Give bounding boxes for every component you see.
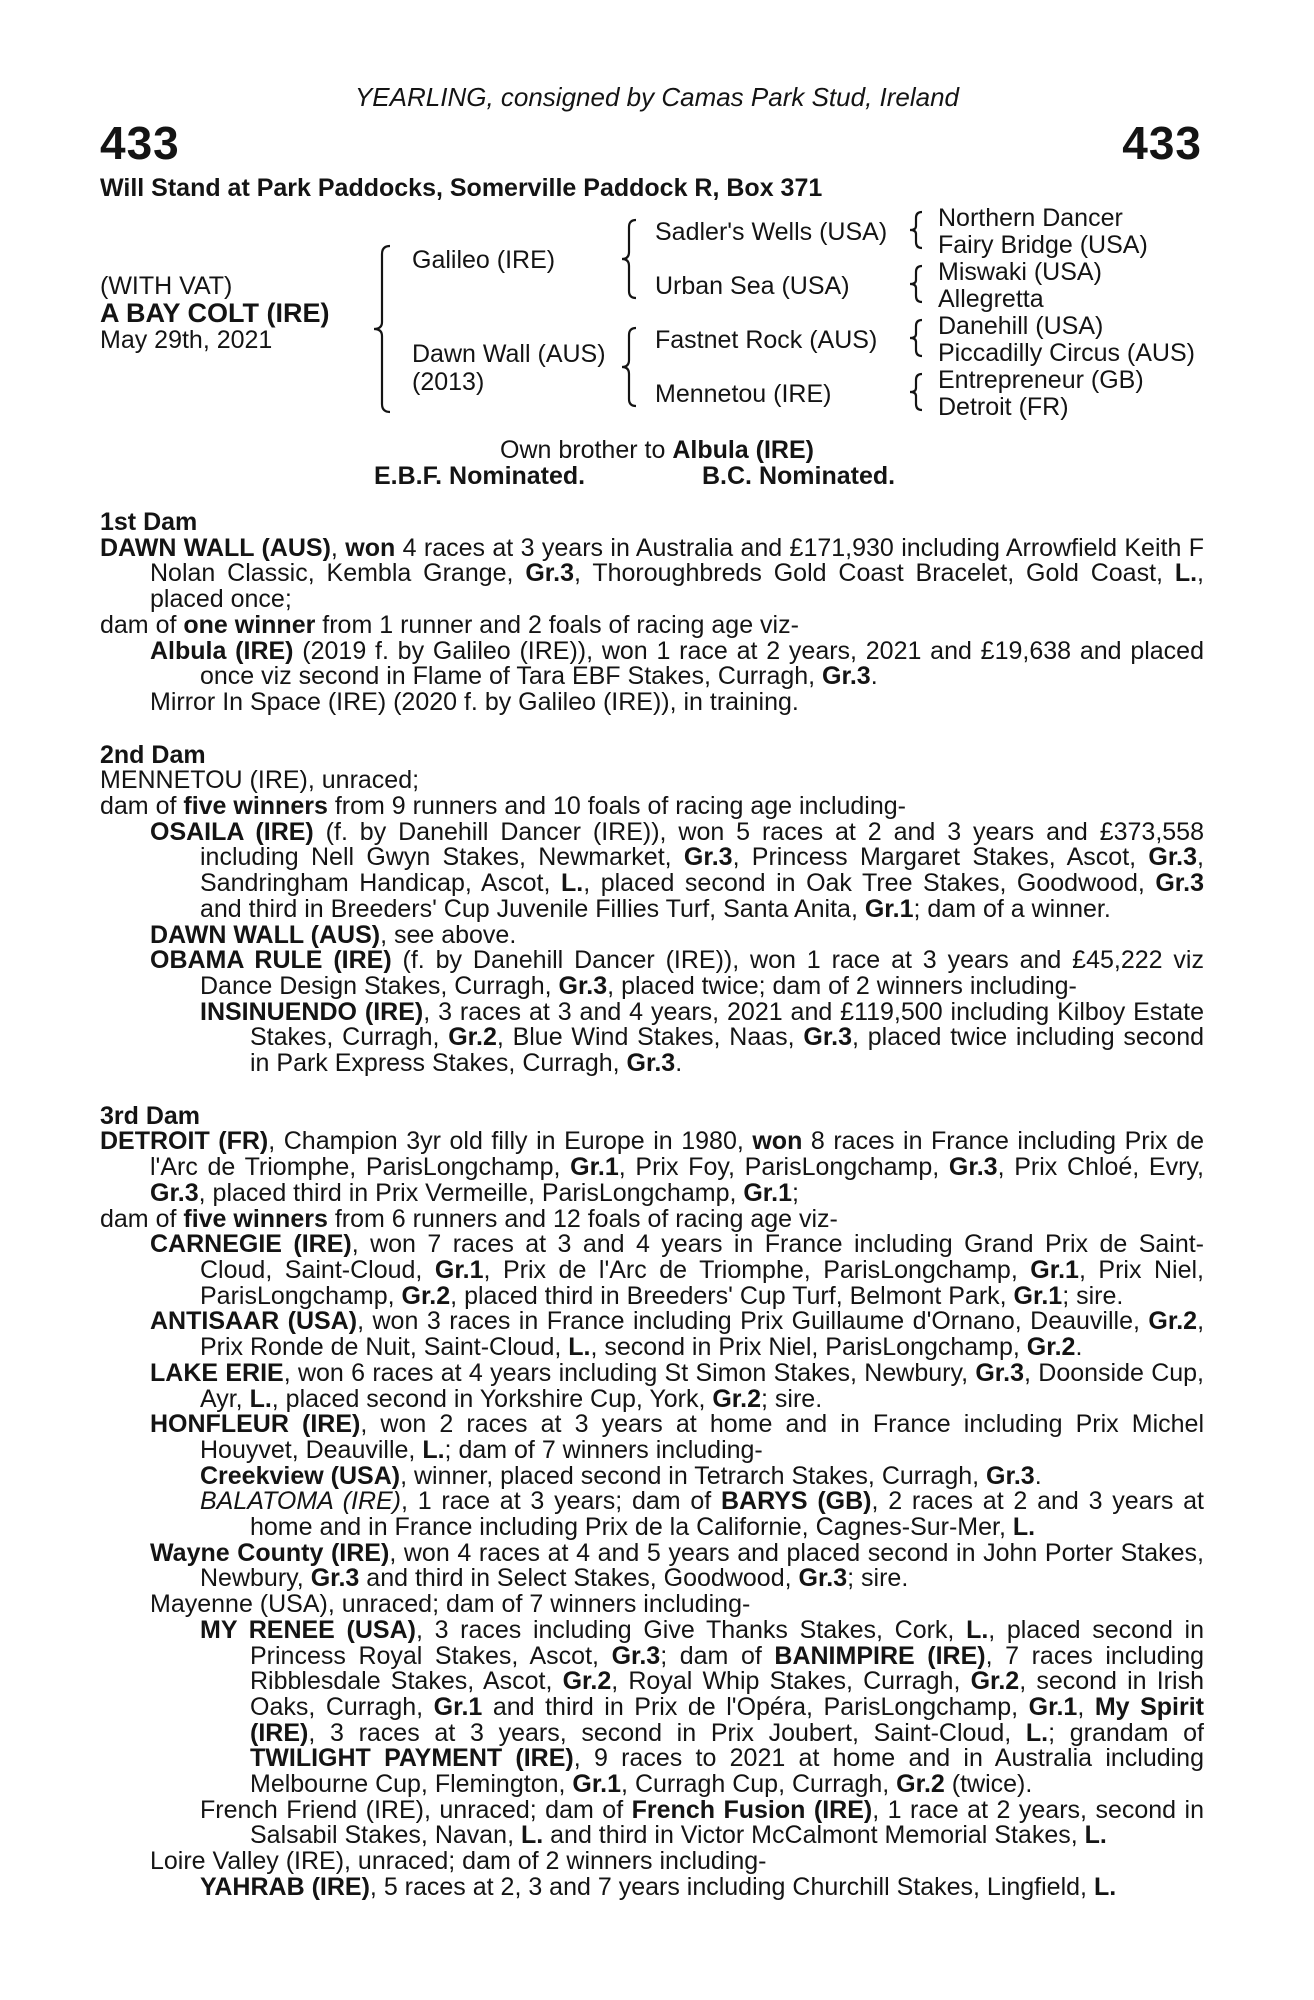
produce-entry: HONFLEUR (IRE), won 2 races at 3 years at home and in France including Prix Michel Houyvet, Deauville, L.; dam of 7 winners including- bbox=[150, 1410, 1205, 1464]
lot-number-left: 433 bbox=[100, 117, 180, 169]
bc-nomination: B.C. Nominated. bbox=[702, 462, 896, 490]
produce-entry: French Friend (IRE), unraced; dam of French Fusion (IRE), 1 race at 2 years, second in Salsabil Stakes, Navan, L. and third in Victor McCalmont Memorial Stakes, L. bbox=[200, 1795, 1205, 1850]
pedigree-dam: Dawn Wall (AUS) bbox=[412, 340, 606, 368]
pedigree-dam-dam: Mennetou (IRE) bbox=[655, 380, 832, 408]
produce-entry: ANTISAAR (USA), won 3 races in France including Prix Guillaume d'Ornano, Deauville, Gr.2, Prix Ronde de Nuit, Saint-Cloud, L., second in Prix Niel, ParisLongchamp, Gr.2. bbox=[150, 1307, 1205, 1362]
produce-summary: dam of one winner from 1 runner and 2 foals of racing age viz- bbox=[100, 610, 799, 639]
lot-number-right: 433 bbox=[1122, 117, 1202, 169]
pedigree-bracket-ds bbox=[908, 318, 924, 358]
pedigree-bracket-main bbox=[372, 244, 392, 414]
pedigree-g3-7: Entrepreneur (GB) bbox=[938, 366, 1144, 394]
catalogue-subtitle: YEARLING, consigned by Camas Park Stud, Ireland bbox=[354, 82, 960, 112]
horse-name: A BAY COLT (IRE) bbox=[100, 298, 330, 328]
produce-entry: Mayenne (USA), unraced; dam of 7 winners including- bbox=[150, 1590, 751, 1619]
produce-entry: Mirror In Space (IRE) (2020 f. by Galileo (IRE)), in training. bbox=[150, 687, 799, 716]
catalogue-body bbox=[100, 510, 1204, 1901]
foaling-date: May 29th, 2021 bbox=[100, 326, 273, 354]
dam-record: MENNETOU (IRE), unraced; bbox=[100, 766, 420, 795]
stable-location: Will Stand at Park Paddocks, Somerville Paddock R, Box 371 bbox=[100, 174, 823, 202]
pedigree-dam-sire: Fastnet Rock (AUS) bbox=[655, 326, 878, 354]
produce-entry: Wayne County (IRE), won 4 races at 4 and 5 years and placed second in John Porter Stakes, Newbury, Gr.3 and third in Select Stakes, Goodwood, Gr.3; sire. bbox=[150, 1538, 1205, 1593]
dam-record: DAWN WALL (AUS), won 4 races at 3 years in Australia and £171,930 including Arrowfield Keith F Nolan Classic, Kembla Grange, Gr.3, Thoroughbreds Gold Coast Bracelet, Gold Coast, L., placed once; bbox=[100, 533, 1204, 614]
dam-record: DETROIT (FR), Champion 3yr old filly in Europe in 1980, won 8 races in France including Prix de l'Arc de Triomphe, ParisLongchamp, Gr.1, Prix Foy, ParisLongchamp, Gr.3, Prix Chloé, Evry, Gr.3, placed third in Prix Vermeille, ParisLongchamp, Gr.1; bbox=[100, 1127, 1205, 1207]
produce-entry: BALATOMA (IRE), 1 race at 3 years; dam of BARYS (GB), 2 races at 2 and 3 years at home and in France including Prix de la Californie, Cagnes-Sur-Mer, L. bbox=[200, 1487, 1204, 1542]
produce-entry: DAWN WALL (AUS), see above. bbox=[150, 920, 517, 949]
produce-entry: OBAMA RULE (IRE) (f. by Danehill Dancer (IRE)), won 1 race at 3 years and £45,222 viz Dance Design Stakes, Curragh, Gr.3, placed twice; dam of 2 winners including- bbox=[150, 946, 1204, 1000]
vat-note: (WITH VAT) bbox=[100, 272, 233, 300]
pedigree-bracket-sire bbox=[620, 218, 638, 300]
produce-entry: OSAILA (IRE) (f. by Danehill Dancer (IRE)), won 5 races at 2 and 3 years and £373,558 including Nell Gwyn Stakes, Newmarket, Gr.3, Princess Margaret Stakes, Ascot, Gr.3, Sandringham Handicap, Ascot, L., placed second in Oak Tree Stakes, Goodwood, Gr.3 and third in Breeders' Cup Juvenile Fillies Turf, Santa Anita, Gr.1; dam of a winner. bbox=[150, 817, 1204, 923]
own-brother-note: Own brother to Albula (IRE) bbox=[500, 436, 814, 464]
pedigree-g3-5: Danehill (USA) bbox=[938, 312, 1104, 340]
pedigree-sire-sire: Sadler's Wells (USA) bbox=[655, 218, 888, 246]
section-heading-2nd-dam: 2nd Dam bbox=[100, 740, 206, 769]
pedigree-g3-6: Piccadilly Circus (AUS) bbox=[938, 339, 1195, 367]
own-brother-name: Albula (IRE) bbox=[672, 436, 814, 464]
produce-entry: YAHRAB (IRE), 5 races at 2, 3 and 7 years including Churchill Stakes, Lingfield, L. bbox=[200, 1872, 1117, 1901]
pedigree-sire: Galileo (IRE) bbox=[412, 246, 556, 274]
produce-entry: CARNEGIE (IRE), won 7 races at 3 and 4 years in France including Grand Prix de Saint-Cloud, Saint-Cloud, Gr.1, Prix de l'Arc de Triomphe, ParisLongchamp, Gr.1, Prix Niel, ParisLongchamp, Gr.2, placed third in Breeders' Cup Turf, Belmont Park, Gr.1; sire. bbox=[150, 1230, 1204, 1310]
pedigree-g3-4: Allegretta bbox=[938, 285, 1044, 313]
produce-summary: dam of five winners from 9 runners and 10 foals of racing age including- bbox=[100, 792, 906, 821]
produce-entry: Loire Valley (IRE), unraced; dam of 2 winners including- bbox=[150, 1847, 767, 1876]
pedigree-bracket-dd bbox=[908, 372, 924, 412]
pedigree-g3-1: Northern Dancer bbox=[938, 204, 1123, 232]
produce-entry: INSINUENDO (IRE), 3 races at 3 and 4 years, 2021 and £119,500 including Kilboy Estate Stakes, Curragh, Gr.2, Blue Wind Stakes, Naas, Gr.3, placed twice including second in Park Express Stakes, Curragh, Gr.3. bbox=[200, 997, 1205, 1078]
section-heading-3rd-dam: 3rd Dam bbox=[100, 1101, 201, 1130]
pedigree-bracket-sd bbox=[908, 264, 924, 304]
produce-entry: Creekview (USA), winner, placed second in Tetrarch Stakes, Curragh, Gr.3. bbox=[200, 1461, 1042, 1490]
produce-entry: Albula (IRE) (2019 f. by Galileo (IRE)), won 1 race at 2 years, 2021 and £19,638 and placed once viz second in Flame of Tara EBF Stakes, Curragh, Gr.3. bbox=[150, 636, 1204, 691]
pedigree-g3-3: Miswaki (USA) bbox=[938, 258, 1102, 286]
section-heading-1st-dam: 1st Dam bbox=[100, 508, 198, 536]
ebf-nomination: E.B.F. Nominated. bbox=[374, 462, 586, 490]
produce-entry: MY RENEE (USA), 3 races including Give Thanks Stakes, Cork, L., placed second in Princess Royal Stakes, Ascot, Gr.3; dam of BANIMPIRE (IRE), 7 races including Ribblesdale Stakes, Ascot, Gr.2, Royal Whip Stakes, Curragh, Gr.2, second in Irish Oaks, Curragh, Gr.1 and third in Prix de l'Opéra, ParisLongchamp, Gr.1, My Spirit (IRE), 3 races at 3 years, second in Prix Joubert, Saint-Cloud, L.; grandam of TWILIGHT PAYMENT (IRE), 9 races to 2021 at home and in Australia including Melbourne Cup, Flemington, Gr.1, Curragh Cup, Curragh, Gr.2 (twice). bbox=[200, 1615, 1204, 1799]
pedigree-bracket-ss bbox=[908, 210, 924, 250]
pedigree-g3-8: Detroit (FR) bbox=[938, 393, 1069, 421]
pedigree-g3-2: Fairy Bridge (USA) bbox=[938, 231, 1148, 259]
pedigree-bracket-dam bbox=[620, 326, 638, 408]
produce-entry: LAKE ERIE, won 6 races at 4 years including St Simon Stakes, Newbury, Gr.3, Doonside Cup, Ayr, L., placed second in Yorkshire Cup, York, Gr.2; sire. bbox=[150, 1358, 1205, 1413]
produce-summary: dam of five winners from 6 runners and 12 foals of racing age viz- bbox=[100, 1204, 838, 1233]
pedigree-dam-year: (2013) bbox=[412, 368, 485, 396]
pedigree-sire-dam: Urban Sea (USA) bbox=[655, 272, 850, 300]
